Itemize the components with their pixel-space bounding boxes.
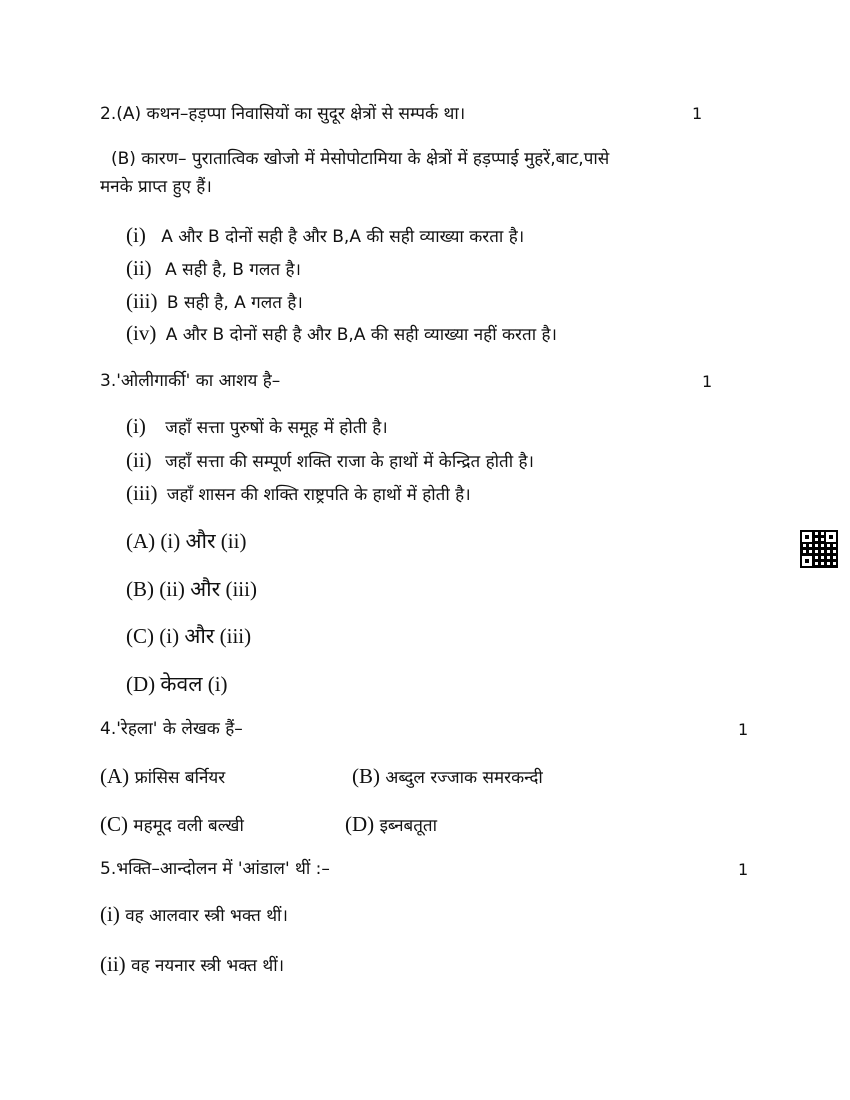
q4-question: 4.'रेहला' के लेखक हैं– [100, 719, 243, 739]
q4-choice-d-text: इब्नबतूता [379, 816, 437, 836]
q3-statement-2-text: जहाँ सत्ता की सम्पूर्ण शक्ति राजा के हाथों में केन्द्रित होती है। [165, 452, 534, 472]
q5-statement-2 [100, 953, 284, 977]
q5-statement-1-text: वह आलवार स्त्री भक्त थीं। [125, 906, 288, 926]
q4-marks: 1 [738, 720, 749, 739]
q2-reason-line2: मनके प्राप्त हुए हैं। [100, 177, 212, 197]
q4-choice-a-letter: (A) [100, 764, 130, 788]
q3-statement-1 [126, 415, 388, 439]
q2-option-4-num: (iv) [126, 321, 157, 345]
q3-statement-1-num: (i) [126, 414, 146, 438]
q3-choice-b [126, 578, 257, 600]
q2-option-2-text: A सही है, B गलत है। [165, 260, 301, 280]
q2-option-4-text: A और B दोनों सही है और B,A की सही व्याख्या नहीं करता है। [165, 325, 557, 345]
q3-question: 3.'ओलीगार्की' का आशय है– [100, 371, 281, 391]
q2-option-2-num: (ii) [126, 256, 152, 280]
q5-statement-2-num: (ii) [100, 952, 126, 976]
q5-statement-2-text: वह नयनार स्त्री भक्त थीं। [131, 956, 285, 976]
q3-statement-3-text: जहाँ शासन की शक्ति राष्ट्रपति के हाथों में होती है। [166, 485, 471, 505]
q4-choice-d-letter: (D) [345, 812, 375, 836]
q3-choice-d-text: केवल (i) [160, 672, 228, 696]
q4-choice-a-text: फ्रांसिस बर्नियर [134, 768, 226, 788]
q2-marks: 1 [692, 104, 703, 123]
q4-choice-b-text: अब्दुल रज्जाक समरकन्दी [385, 768, 543, 788]
q2-option-2 [126, 257, 301, 281]
q4-choice-c-text: महमूद वली बल्खी [133, 816, 244, 836]
q4-choice-d [345, 813, 437, 837]
q2-option-4 [126, 322, 557, 346]
q3-choice-c [126, 625, 251, 647]
q3-choice-a-text: (i) और (ii) [160, 529, 247, 553]
q5-statement-1-num: (i) [100, 902, 120, 926]
q2-option-3-num: (iii) [126, 289, 158, 313]
q2-option-1 [126, 224, 524, 248]
q3-statement-2 [126, 449, 534, 473]
q3-marks: 1 [702, 372, 713, 391]
q3-choice-c-letter: (C) [126, 624, 154, 648]
q2-assertion: 2.(A) कथन–हड़प्पा निवासियों का सुदूर क्षेत्रों से सम्पर्क था। [100, 104, 466, 124]
q2-option-1-num: (i) [126, 223, 146, 247]
q2-reason-line1: (B) कारण– पुरातात्विक खोजो में मेसोपोटामिया के क्षेत्रों में हड़प्पाई मुहरें,बाट,पासे [111, 149, 610, 169]
q4-choice-b-letter: (B) [352, 764, 380, 788]
q5-marks: 1 [738, 860, 749, 879]
q3-choice-b-letter: (B) [126, 577, 154, 601]
q3-statement-3-num: (iii) [126, 481, 158, 505]
q3-choice-c-text: (i) और (iii) [159, 624, 252, 648]
q3-statement-3 [126, 482, 471, 506]
q3-choice-a [126, 530, 246, 552]
q2-option-1-text: A और B दोनों सही है और B,A की सही व्याख्या करता है। [161, 227, 525, 247]
q5-question: 5.भक्ति–आन्दोलन में 'आंडाल' थीं :– [100, 859, 330, 879]
q3-choice-a-letter: (A) [126, 529, 156, 553]
q5-statement-1 [100, 903, 288, 927]
qr-code-icon [800, 530, 838, 568]
q4-choice-c [100, 813, 244, 837]
q2-option-3 [126, 290, 303, 314]
q3-statement-2-num: (ii) [126, 448, 152, 472]
q4-choice-a [100, 765, 225, 789]
q4-choice-b [352, 765, 543, 789]
q3-choice-d [126, 673, 228, 695]
q2-option-3-text: B सही है, A गलत है। [166, 293, 303, 313]
q3-statement-1-text: जहाँ सत्ता पुरुषों के समूह में होती है। [165, 418, 388, 438]
q4-choice-c-letter: (C) [100, 812, 128, 836]
q3-choice-d-letter: (D) [126, 672, 156, 696]
q3-choice-b-text: (ii) और (iii) [159, 577, 257, 601]
